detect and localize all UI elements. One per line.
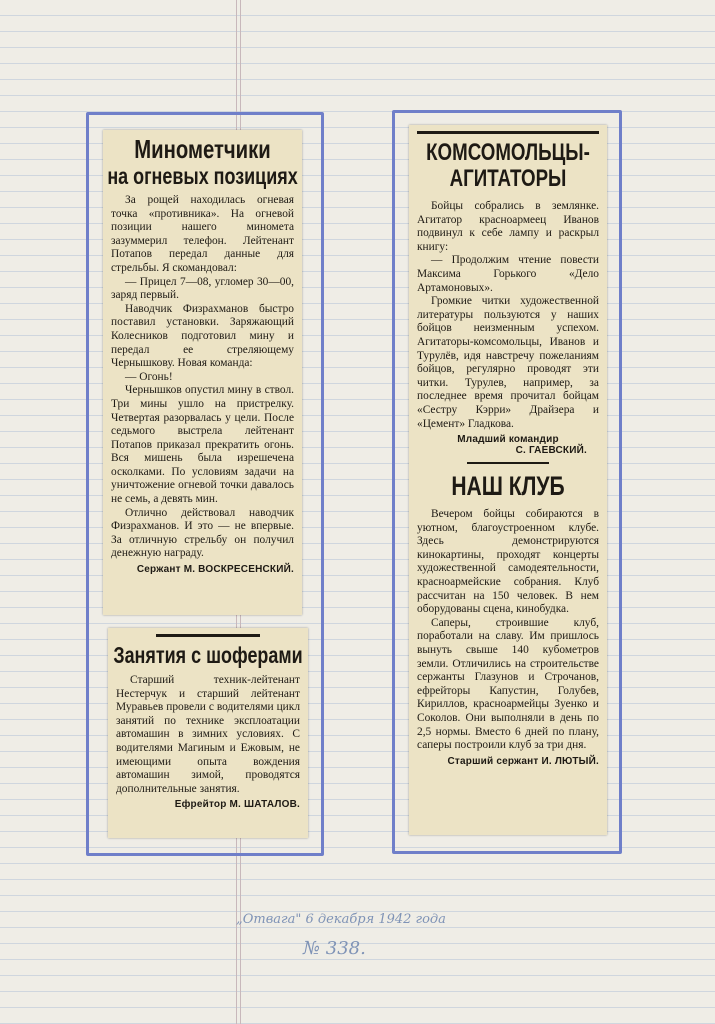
paragraph: Бойцы собрались в землянке. Агитатор красноармеец Иванов подвинул к себе лампу и раскрыл книгу: [417, 200, 599, 253]
handwritten-source-note: „Отвага" 6 декабря 1942 года [236, 912, 446, 927]
paragraph: — Продолжим чтение повести Максима Горького «Дело Артамоновых». [417, 254, 599, 294]
signature-name: С. ГАЕВСКИЙ. [515, 445, 587, 457]
paragraph: Отлично действовал наводчик Физрахманов. И это — не впервые. За отличную стрельбу он получил денежную награду. [111, 506, 294, 560]
paragraph: Старший техник-лейтенант Нестерчук и старший лейтенант Муравьев провели с водителями цикл занятий по технике эксплоатации автомашин в зимних условиях. С водителями Магиным и Ежовым, не имеющими опыта вождения автомашин зимой, проводятся дополнительные занятия. [116, 674, 300, 795]
divider [467, 462, 549, 464]
paragraph: Громкие читки художественной литературы пользуются у наших бойцов неизменным успехом. Агитаторы-комсомольцы, Иванов и Турулёв, идя навстречу пожеланиям бойцов, регулярно проводят эти читки. Турулев, например, за последнее время прочитал бойцам «Сестру Кэрри» Драйзера и «Цемент» Гладкова. [417, 295, 599, 430]
signature: Ефрейтор М. ШАТАЛОВ. [174, 799, 300, 811]
paragraph: Наводчик Физрахманов быстро поставил установки. Заряжающий Колесников подготовил мину и передал ее стреляющему Чернышкову. Новая команда: [111, 302, 294, 370]
paragraph: Саперы, строившие клуб, поработали на славу. Им пришлось вынуть свыше 140 кубометров земли. Отличились на строительстве сержанты Глазунов и Строчанов, ефрейторы Капустин, Голубев, Кириллов, красноармейцы Зуенко и Соколов. Они выполняли в день по 2,5 нормы. Вместо 6 дней по плану, саперы построили клуб за три дня. [417, 616, 599, 752]
article-title-line2: на огневых позициях [107, 163, 298, 189]
clipping-mortar-article [103, 130, 302, 615]
signature-rank: Младший командир [457, 434, 559, 446]
paragraph: Чернышков опустил мину в ствол. Три мины ушло на пристрелку. Четвертая разорвалась у цели. После седьмого выстрела лейтенант Потапов приказал прекратить огонь. Вся мишень была изрешечена осколками. По условиям задачи на уничтожение огневой точки давалось не семь, а девять мин. [111, 384, 294, 506]
signature: Старший сержант И. ЛЮТЫЙ. [447, 755, 599, 767]
paragraph: — Прицел 7—08, угломер 30—00, заряд первый. [111, 275, 294, 302]
paragraph: Вечером бойцы собираются в уютном, благоустроенном клубе. Здесь демонстрируются кинокартины, проходят концерты художественной самодеятельности, красноармейские собрания. Клуб рассчитан на 150 человек. В нем оборудованы сцена, кинобудка. [417, 508, 599, 616]
clipping-drivers-article [108, 628, 308, 838]
article-title: Занятия с шоферами [113, 642, 303, 668]
paragraph: — Огонь! [125, 370, 173, 383]
article-title-line1: КОМСОМОЛЬЦЫ- [426, 139, 590, 166]
signature: Сержант М. ВОСКРЕСЕНСКИЙ. [136, 564, 294, 576]
clipping-right-articles [409, 125, 607, 835]
handwritten-issue-number: № 338. [303, 938, 366, 959]
article-title-line2: АГИТАТОРЫ [449, 165, 567, 192]
divider [156, 634, 260, 637]
paragraph: За рощей находилась огневая точка «противника». На огневой позиции нашего миномета зазуммерил телефон. Лейтенант Потапов передал данные для стрельбы. Я скомандовал: [111, 194, 294, 274]
divider [417, 131, 599, 134]
article-title: НАШ КЛУБ [451, 471, 565, 502]
article-title-line1: Минометчики [134, 134, 271, 164]
